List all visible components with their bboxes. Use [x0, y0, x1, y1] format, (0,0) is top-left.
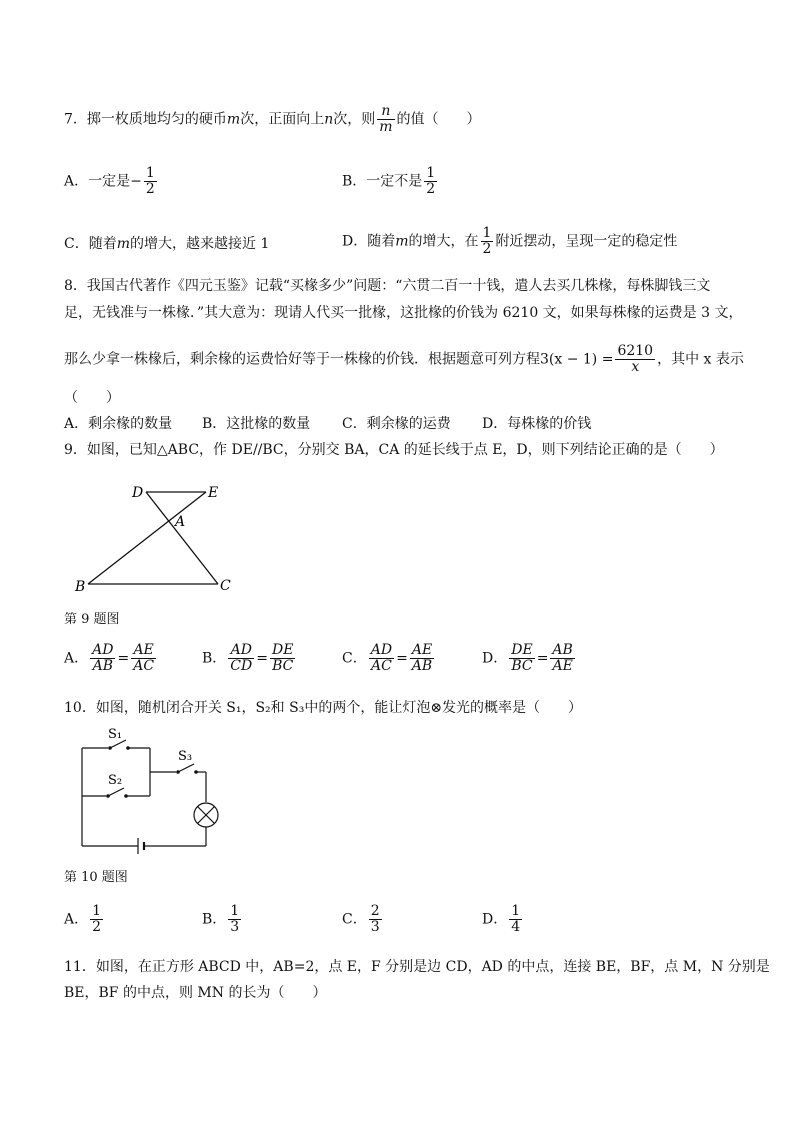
q10-option-c[interactable]: C． $\frac{2}{3}$ — [342, 903, 380, 935]
q8-option-a[interactable]: A．剩余椽的数量 — [64, 416, 173, 432]
q10-stem: 10．如图，随机闭合开关 S₁，S₂和 S₃中的两个，能让灯泡⊗发光的概率是（ ） — [64, 700, 583, 716]
q10-option-b[interactable]: B． $\frac{1}{3}$ — [202, 903, 240, 935]
q8-equation-fraction: $\frac{6210}{x}$ — [617, 343, 654, 375]
q10-option-a[interactable]: A． $\frac{1}{2}$ — [64, 903, 102, 935]
q9-stem: 9．如图，已知△ABC，作 DE//BC，分别交 BA，CA 的延长线于点 E，D，则下列结论正确的是（ ） — [64, 442, 724, 458]
q7-option-a[interactable]: A．一定是− $\frac{1}{2}$ — [64, 165, 155, 197]
q7-fraction: $\frac{n}{m}$ — [379, 103, 393, 135]
q7-option-b[interactable]: B．一定不是 $\frac{1}{2}$ — [342, 165, 436, 197]
q9-option-a[interactable]: A． $\frac{AD}{AB}$ = $\frac{AE}{AC}$ — [64, 642, 155, 674]
label-b: B — [75, 579, 86, 595]
q10-caption: 第 10 题图 — [64, 870, 128, 885]
switch-s3 — [178, 764, 194, 772]
label-a: A — [175, 514, 186, 530]
q10-option-d[interactable]: D． $\frac{1}{4}$ — [482, 903, 521, 935]
q9-option-c[interactable]: C． $\frac{AD}{AC}$ = $\frac{AE}{AB}$ — [342, 642, 433, 674]
segment-eb — [88, 492, 206, 584]
switch-s2 — [108, 788, 124, 796]
label-e: E — [208, 485, 219, 501]
q8-option-d[interactable]: D．每株椽的价钱 — [482, 416, 592, 432]
segment-dc — [146, 492, 218, 584]
label-s1: S₁ — [108, 727, 123, 742]
q8-line3: 那么少拿一株椽后，剩余椽的运费恰好等于一株椽的价钱．根据题意可列方程3(x − 1) = $\frac{6210}{x}$ ，其中 x 表示 — [64, 343, 744, 375]
label-d: D — [132, 485, 144, 501]
q8-line2: 足，无钱准与一株椽．”其大意为：现请人代买一批椽，这批椽的价钱为 6210 文，如果每株椽的运费是 3 文， — [64, 305, 743, 321]
label-c: C — [220, 578, 231, 594]
q7-option-c[interactable]: C．随着m的增大，越来越接近 1 — [64, 236, 270, 252]
q7-option-d[interactable]: D．随着m的增大，在 $\frac{1}{2}$ 附近摆动，呈现一定的稳定性 — [342, 225, 678, 257]
q9-triangle-figure — [70, 480, 240, 600]
q8-line1: 8．我国古代著作《四元玉鉴》记载“买椽多少”问题：“六贯二百一十钱，遣人去买几株椽，每株脚钱三文 — [64, 278, 711, 294]
q11-line2: BE，BF 的中点，则 MN 的长为（ ） — [64, 985, 327, 1001]
q7-stem: 7．掷一枚质地均匀的硬币m次，正面向上n次，则 $\frac{n}{m}$ 的值（ ） — [64, 103, 481, 135]
label-s2: S₂ — [108, 773, 123, 788]
q8-paren: （ ） — [64, 390, 120, 406]
q9-option-b[interactable]: B． $\frac{AD}{CD}$ = $\frac{DE}{BC}$ — [202, 642, 294, 674]
q9-option-d[interactable]: D． $\frac{DE}{BC}$ = $\frac{AB}{AE}$ — [482, 642, 573, 674]
q8-option-b[interactable]: B．这批椽的数量 — [202, 416, 311, 432]
q9-caption: 第 9 题图 — [64, 612, 120, 627]
label-s3: S₃ — [178, 749, 193, 764]
q10-circuit-figure — [70, 722, 230, 862]
q11-line1: 11．如图，在正方形 ABCD 中，AB=2，点 E，F 分别是边 CD，AD 的中点，连接 BE，BF，点 M，N 分别是 — [64, 959, 770, 975]
q8-option-c[interactable]: C．剩余椽的运费 — [342, 416, 451, 432]
